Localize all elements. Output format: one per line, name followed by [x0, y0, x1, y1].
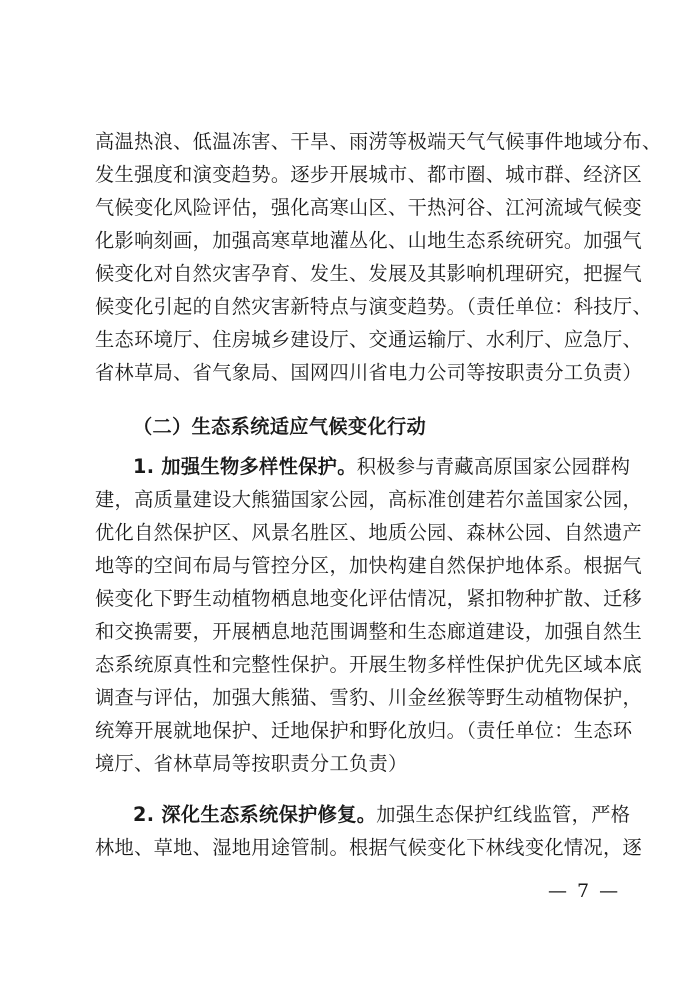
text-line: 统筹开展就地保护、迁地保护和野化放归。（责任单位：生态环 [95, 719, 633, 742]
text-line: 境厅、省林草局等按职责分工负责） [95, 752, 408, 775]
item-first-line [95, 450, 631, 483]
text-line: 化影响刻画，加强高寒草地灌丛化、山地生态系统研究。加强气 [95, 229, 643, 252]
item-title: 1. 加强生物多样性保护。 [133, 455, 357, 478]
item-text: 加强生态保护红线监管，严格 [376, 803, 631, 826]
text-line: 建，高质量建设大熊猫国家公园，高标准创建若尔盖国家公园， [95, 488, 643, 511]
item-title: 2. 深化生态系统保护修复。 [133, 803, 377, 826]
text-line: 调查与评估，加强大熊猫、雪豹、川金丝猴等野生动植物保护， [95, 686, 643, 709]
text-line: 候变化下野生动植物栖息地变化评估情况，紧扣物种扩散、迁移 [95, 587, 643, 610]
text-line: 发生强度和演变趋势。逐步开展城市、都市圈、城市群、经济区 [95, 163, 643, 186]
text-line: 候变化对自然灾害孕育、发生、发展及其影响机理研究，把握气 [95, 262, 643, 285]
text-line: 高温热浪、低温冻害、干旱、雨涝等极端天气气候事件地域分布、 [95, 130, 662, 153]
item-biodiversity [95, 450, 643, 780]
item-first-line [95, 798, 631, 831]
text-line: 省林草局、省气象局、国网四川省电力公司等按职责分工负责） [95, 361, 643, 384]
text-line: 态系统原真性和完整性保护。开展生物多样性保护优先区域本底 [95, 653, 643, 676]
text-line: 候变化引起的自然灾害新特点与演变趋势。（责任单位：科技厅、 [95, 295, 652, 318]
text-line: 和交换需要，开展栖息地范围调整和生态廊道建设，加强自然生 [95, 620, 643, 643]
text-line: 林地、草地、湿地用途管制。根据气候变化下林线变化情况，逐 [95, 836, 643, 859]
page-number: — 7 — [548, 880, 621, 902]
text-line: 优化自然保护区、风景名胜区、地质公园、森林公园、自然遗产 [95, 521, 643, 544]
text-line: 生态环境厅、住房城乡建设厅、交通运输厅、水利厅、应急厅、 [95, 328, 643, 351]
item-text: 积极参与青藏高原国家公园群构 [356, 455, 631, 478]
text-line: 气候变化风险评估，强化高寒山区、干热河谷、江河流域气候变 [95, 196, 643, 219]
paragraph-climate-risk [95, 125, 662, 389]
item-ecosystem-restoration [95, 798, 643, 864]
section-heading-block [95, 410, 620, 443]
text-line: 地等的空间布局与管控分区，加快构建自然保护地体系。根据气 [95, 554, 643, 577]
section-heading: （二）生态系统适应气候变化行动 [133, 415, 427, 438]
